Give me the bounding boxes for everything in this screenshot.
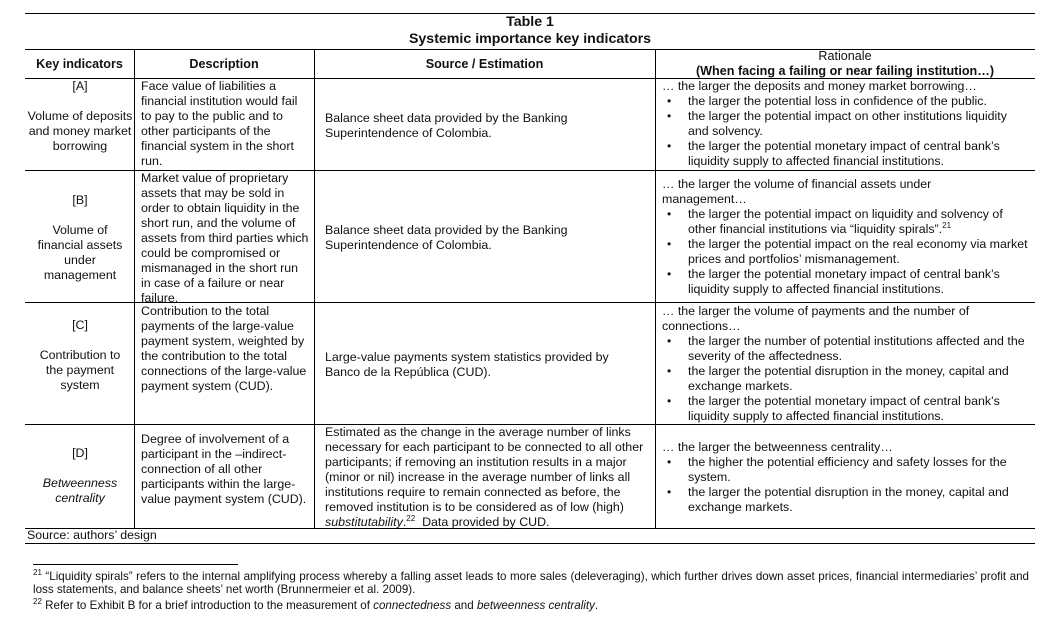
substitutability-term: substitutability [325, 515, 403, 529]
row-a-name: Volume of deposits and money market borrowing [27, 109, 133, 153]
row-d-key-indicator [27, 446, 133, 506]
row-d-rationale-intro: … the larger the betweenness centrality… [662, 440, 893, 454]
row-b-key-indicator [27, 193, 133, 283]
row-d-rationale [660, 440, 1028, 515]
row-a-rationale [660, 79, 1030, 169]
rationale-bullet: • the larger the potential monetary impact of central bank’s liquidity supply to affected financial institutions. [660, 139, 1030, 169]
column-divider-1 [134, 49, 135, 528]
row-a-rationale-list [660, 94, 1030, 169]
rationale-bullet: • the larger the potential impact on other institutions liquidity and solvency. [660, 109, 1030, 139]
header-rationale-subtitle: (When facing a failing or near failing institution…) [695, 64, 995, 78]
row-c-description: Contribution to the total payments of the large-value payment system, weighted by the contribution to the total connections of the large-value payment system (CUD). [141, 304, 307, 393]
row-a-source: Balance sheet data provided by the Banking Superintendence of Colombia. [325, 111, 568, 140]
row-c-source: Large-value payments system statistics provided by Banco de la República (CUD). [325, 350, 609, 379]
footnote-separator [33, 564, 238, 565]
row-c-name: Contribution to the payment system [39, 348, 121, 392]
rationale-bullet: • the larger the potential disruption in the money, capital and exchange markets. [660, 485, 1028, 515]
column-divider-2 [314, 49, 315, 528]
footnote-21: $^{21}$ “Liquidity spirals” refers to the internal amplifying process whereby a falling asset leads to more sales (deleveraging), which further drives down asset prices, financial intermediaries’ profit and loss statements, and balance sheets’ net worth (Brunnermeier et al. 2009). [33, 568, 1029, 596]
footnote-number: 21 [33, 568, 42, 578]
row-a-rationale-intro: … the larger the deposits and money market borrowing… [662, 79, 977, 93]
row-b-description: Market value of proprietary assets that may be sold in order to obtain liquidity in the short run, and the volume of assets from third parties which could be compromised or mismanaged in the short run in case of a failure or near failure. [141, 171, 309, 305]
row-b-source: Balance sheet data provided by the Banking Superintendence of Colombia. [325, 223, 568, 252]
row-d-description: Degree of involvement of a participant in the –indirect- connection of all other participants within the large-value payment system (CUD). [141, 432, 307, 506]
row-b-name: Volume of financial assets under management [37, 223, 123, 282]
column-divider-3 [655, 49, 656, 528]
row-d-name: Betweenness centrality [42, 476, 118, 505]
footnote-ref-22[interactable]: 22 [406, 513, 416, 523]
table-source-note: Source: authors’ design [27, 528, 157, 542]
row-c-label: [C] [72, 318, 88, 332]
row-d-label: [D] [72, 446, 88, 460]
rationale-bullet: • the higher the potential efficiency and safety losses for the system. [660, 455, 1028, 485]
row-b-label: [B] [72, 193, 88, 207]
row-a-description: Face value of liabilities a financial institution would fail to pay to the public and to other participants of the financial system in the short run. [141, 79, 298, 168]
row-d-rationale-list [660, 455, 1028, 515]
footnote-ref-21[interactable]: 21 [942, 220, 952, 230]
header-key-indicators: Key indicators [36, 57, 123, 71]
rationale-bullet: • the larger the potential impact on the real economy via market prices and portfolios’ mismanagement. [660, 237, 1028, 267]
row-b-rationale [660, 177, 1028, 297]
rationale-bullet: • the larger the number of potential institutions affected and the severity of the affectedness. [660, 334, 1028, 364]
footnote-22: $^{22}$ Refer to Exhibit B for a brief introduction to the measurement of connectedness and betweenness centrality. [33, 597, 599, 612]
row-b-rationale-intro: … the larger the volume of financial assets under management… [662, 177, 932, 206]
rationale-bullet: • the larger the potential loss in confidence of the public. [660, 94, 1030, 109]
rationale-bullet: • the larger the potential monetary impact of central bank’s liquidity supply to affected financial institutions. [660, 394, 1028, 424]
table-number: Table 1 [506, 14, 554, 30]
row-c-rationale [660, 304, 1028, 424]
header-source: Source / Estimation [425, 57, 544, 71]
row-d-source: Estimated as the change in the average number of links necessary for each participant to be connected to all other participants; if removing an institution results in a major (minor or nil) increase in the average number of links all institutions require to remain connected as before, the removed institution is to be considered as of low (high) substitutability.$^{22}$ Data provided by CUD. [325, 425, 644, 529]
row-c-rationale-intro: … the larger the volume of payments and the number of connections… [662, 304, 970, 333]
table-caption [25, 14, 1035, 48]
header-description: Description [189, 57, 259, 71]
row-c-rationale-list [660, 334, 1028, 424]
row-c-key-indicator [27, 318, 133, 393]
rationale-bullet: • the larger the potential disruption in the money, capital and exchange markets. [660, 364, 1028, 394]
row-b-rationale-list [660, 207, 1028, 297]
header-rationale [655, 49, 1035, 79]
row-a-label: [A] [72, 79, 88, 93]
rationale-bullet: • the larger the potential impact on liquidity and solvency of other financial institutions via “liquidity spirals”.$^{21}$ [660, 207, 1028, 237]
footnote-number: 22 [33, 597, 42, 607]
header-rationale-title: Rationale [818, 49, 872, 63]
table-title: Systemic importance key indicators [408, 31, 652, 47]
row-a-key-indicator [27, 79, 133, 154]
rationale-bullet: • the larger the potential monetary impact of central bank’s liquidity supply to affected financial institutions. [660, 267, 1028, 297]
source-bottom-rule [25, 543, 1035, 544]
